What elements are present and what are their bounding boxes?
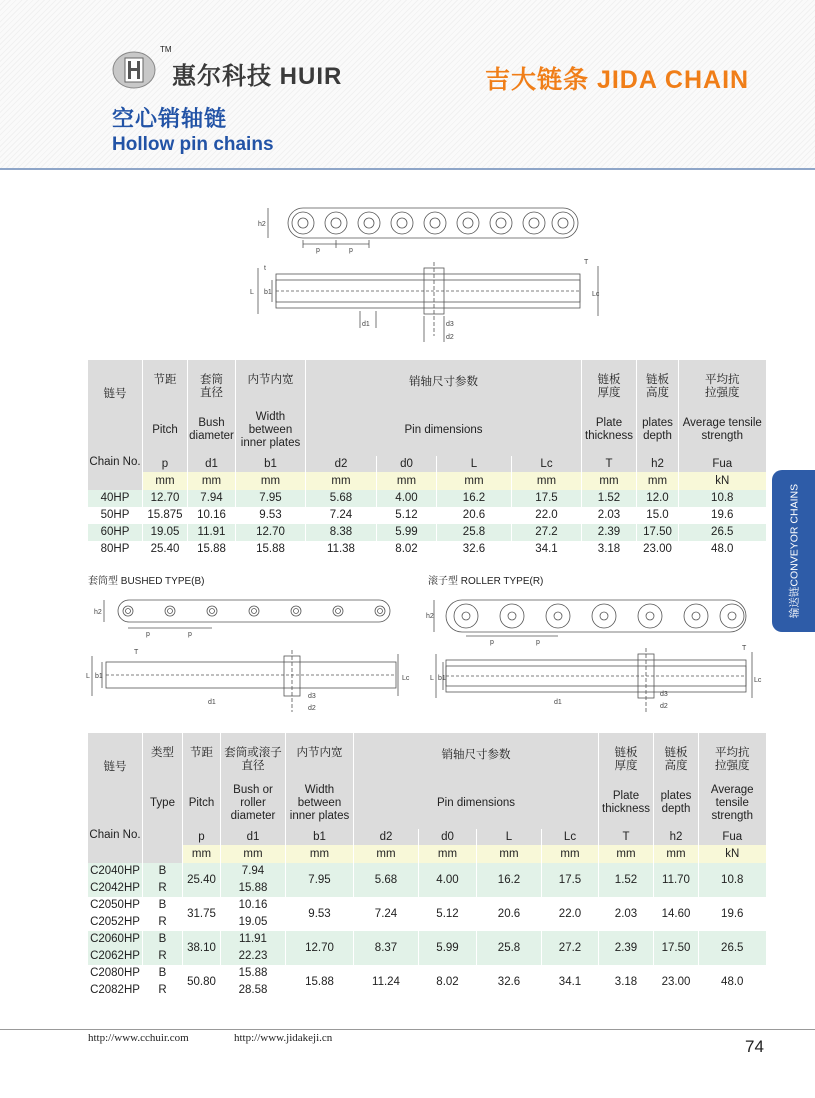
label-h2: h2 [94,609,102,616]
col-bush-cn: 套筒或滚子 直径 [221,733,286,777]
table-row: C2050HP B 31.75 10.16 9.53 7.24 5.12 20.6 22.0 2.03 14.60 19.6 [88,897,766,914]
col-bush-en: Bush or roller diameter [221,777,286,829]
units-row: mm mm mm mm mm mm mm mm mm kN [88,472,766,490]
brand-right: 吉大链条 JIDA CHAIN [485,66,750,94]
roller-side-rollers [454,604,744,628]
sym-h2: h2 [654,829,699,845]
huir-logo [112,50,156,90]
sym-b1: b1 [286,829,354,845]
footer-url-1[interactable]: http://www.cchuir.com [88,1032,189,1044]
sym-type-empty [143,829,183,863]
sym-Lc: Lc [512,456,582,472]
header-divider [0,168,815,170]
table-row: C2062HP R 22.23 [88,948,766,965]
label-T: T [742,645,747,652]
sym-L: L [437,456,512,472]
sym-p: p [183,829,221,845]
label-L: L [430,675,434,682]
sym-T: T [599,829,654,845]
label-b1: b1 [95,673,103,680]
label-p: p [188,631,192,638]
label-T: T [584,259,589,266]
col-plate-en: Plate thickness [582,404,637,456]
label-d2: d2 [446,334,454,341]
col-pitch-en: Pitch [143,404,188,456]
sym-L: L [477,829,542,845]
label-d2: d2 [308,705,316,712]
footer-divider [0,1029,815,1030]
col-strength-en: Average tensile strength [699,777,766,829]
hollow-pin-chain-drawing [248,196,618,346]
sym-p: p [143,456,188,472]
sym-Lc: Lc [542,829,599,845]
col-chain-header: 链号 [88,733,143,829]
col-pin-cn: 销轴尺寸参数 [354,733,599,777]
col-strength-en: Average tensile strength [679,404,766,456]
table-row: 40HP 12.70 7.94 7.95 5.68 4.00 16.2 17.5 1.52 12.0 10.8 [88,490,766,507]
sym-T: T [582,456,637,472]
bushed-type-drawing [86,592,410,720]
bushed-type-label: 套筒型 BUSHED TYPE(B) [88,576,205,587]
col-type-cn: 类型 [143,733,183,777]
table-row: C2040HP B 25.40 7.94 7.95 5.68 4.00 16.2 17.5 1.52 11.70 10.8 [88,863,766,880]
col-depth-cn: 链板 高度 [654,733,699,777]
page-title-cn: 空心销轴链 [112,106,228,131]
hollow-pin-table-2 [87,733,766,999]
trademark: TM [160,45,172,54]
label-b1: b1 [438,675,446,682]
sym-d1: d1 [221,829,286,845]
col-pin-cn: 销轴尺寸参数 [306,360,582,404]
label-d1: d1 [208,699,216,706]
label-L: L [86,673,90,680]
footer-url-2[interactable]: http://www.jidakeji.cn [234,1032,333,1044]
table-row: 60HP 19.05 11.91 12.70 8.38 5.99 25.8 27.2 2.39 17.50 26.5 [88,524,766,541]
label-T: T [134,649,139,656]
sym-d0: d0 [377,456,437,472]
sym-h2: h2 [637,456,679,472]
col-depth-en: plates depth [637,404,679,456]
page-number: 74 [745,1037,764,1056]
label-Lc: Lc [402,675,410,682]
col-chain-en: Chain No. [88,829,143,863]
col-width-cn: 内节内宽 [236,360,306,404]
col-pin-en: Pin dimensions [306,404,582,456]
label-h2: h2 [426,613,434,620]
roller-type-label: 滚子型 ROLLER TYPE(R) [428,576,544,587]
label-b1: b1 [264,289,272,296]
col-chain-header: 链号 [88,360,143,456]
page-title-en: Hollow pin chains [112,134,274,155]
label-d1: d1 [554,699,562,706]
sym-b1: b1 [236,456,306,472]
table-row: C2052HP R 19.05 [88,914,766,931]
sym-Fua: Fua [699,829,766,845]
col-pitch-cn: 节距 [143,360,188,404]
sym-d0: d0 [419,829,477,845]
col-bush-cn: 套筒 直径 [188,360,236,404]
label-d1: d1 [362,321,370,328]
table-row: 80HP 25.40 15.88 15.88 11.38 8.02 32.6 34.1 3.18 23.00 48.0 [88,541,766,558]
col-pitch-cn: 节距 [183,733,221,777]
col-width-cn: 内节内宽 [286,733,354,777]
sym-Fua: Fua [679,456,766,472]
label-d3: d3 [660,691,668,698]
label-h2: h2 [258,221,266,228]
label-t: t [264,265,266,272]
bushed-side-pins [123,606,385,616]
table-row: C2080HP B 50.80 15.88 15.88 11.24 8.02 32.6 34.1 3.18 23.00 48.0 [88,965,766,982]
label-Lc: Lc [592,291,600,298]
col-width-en: Width between inner plates [286,777,354,829]
col-plate-cn: 链板 厚度 [599,733,654,777]
table-row: C2082HP R 28.58 [88,982,766,999]
brand-left: 惠尔科技 HUIR [172,63,343,90]
label-L: L [250,289,254,296]
col-chain-en: Chain No. [88,456,143,490]
table-row: C2060HP B 38.10 11.91 12.70 8.37 5.99 25.8 27.2 2.39 17.50 26.5 [88,931,766,948]
col-pitch-en: Pitch [183,777,221,829]
label-p: p [146,631,150,638]
col-width-en: Width between inner plates [236,404,306,456]
side-tab-conveyor-chains: 输送链CONVEYOR CHAINS [772,470,815,632]
label-p: p [536,639,540,646]
col-depth-en: plates depth [654,777,699,829]
label-p: p [490,639,494,646]
label-d2: d2 [660,703,668,710]
col-plate-cn: 链板 厚度 [582,360,637,404]
label-p-1: p [316,247,320,254]
col-strength-cn: 平均抗 拉强度 [679,360,766,404]
side-view-rollers [292,212,574,234]
label-d3: d3 [446,321,454,328]
units-row: mm mm mm mm mm mm mm mm mm kN [88,845,766,863]
col-bush-en: Bush diameter [188,404,236,456]
label-d3: d3 [308,693,316,700]
col-strength-cn: 平均抗 拉强度 [699,733,766,777]
col-type-en: Type [143,777,183,829]
sym-d1: d1 [188,456,236,472]
col-plate-en: Plate thickness [599,777,654,829]
col-pin-en: Pin dimensions [354,777,599,829]
table-row: C2042HP R 15.88 [88,880,766,897]
sym-d2: d2 [354,829,419,845]
table-row: 50HP 15.875 10.16 9.53 7.24 5.12 20.6 22.0 2.03 15.0 19.6 [88,507,766,524]
label-Lc: Lc [754,677,762,684]
roller-type-drawing [426,592,766,720]
sym-d2: d2 [306,456,377,472]
label-p-2: p [349,247,353,254]
hollow-pin-table-1 [87,360,766,558]
col-depth-cn: 链板 高度 [637,360,679,404]
